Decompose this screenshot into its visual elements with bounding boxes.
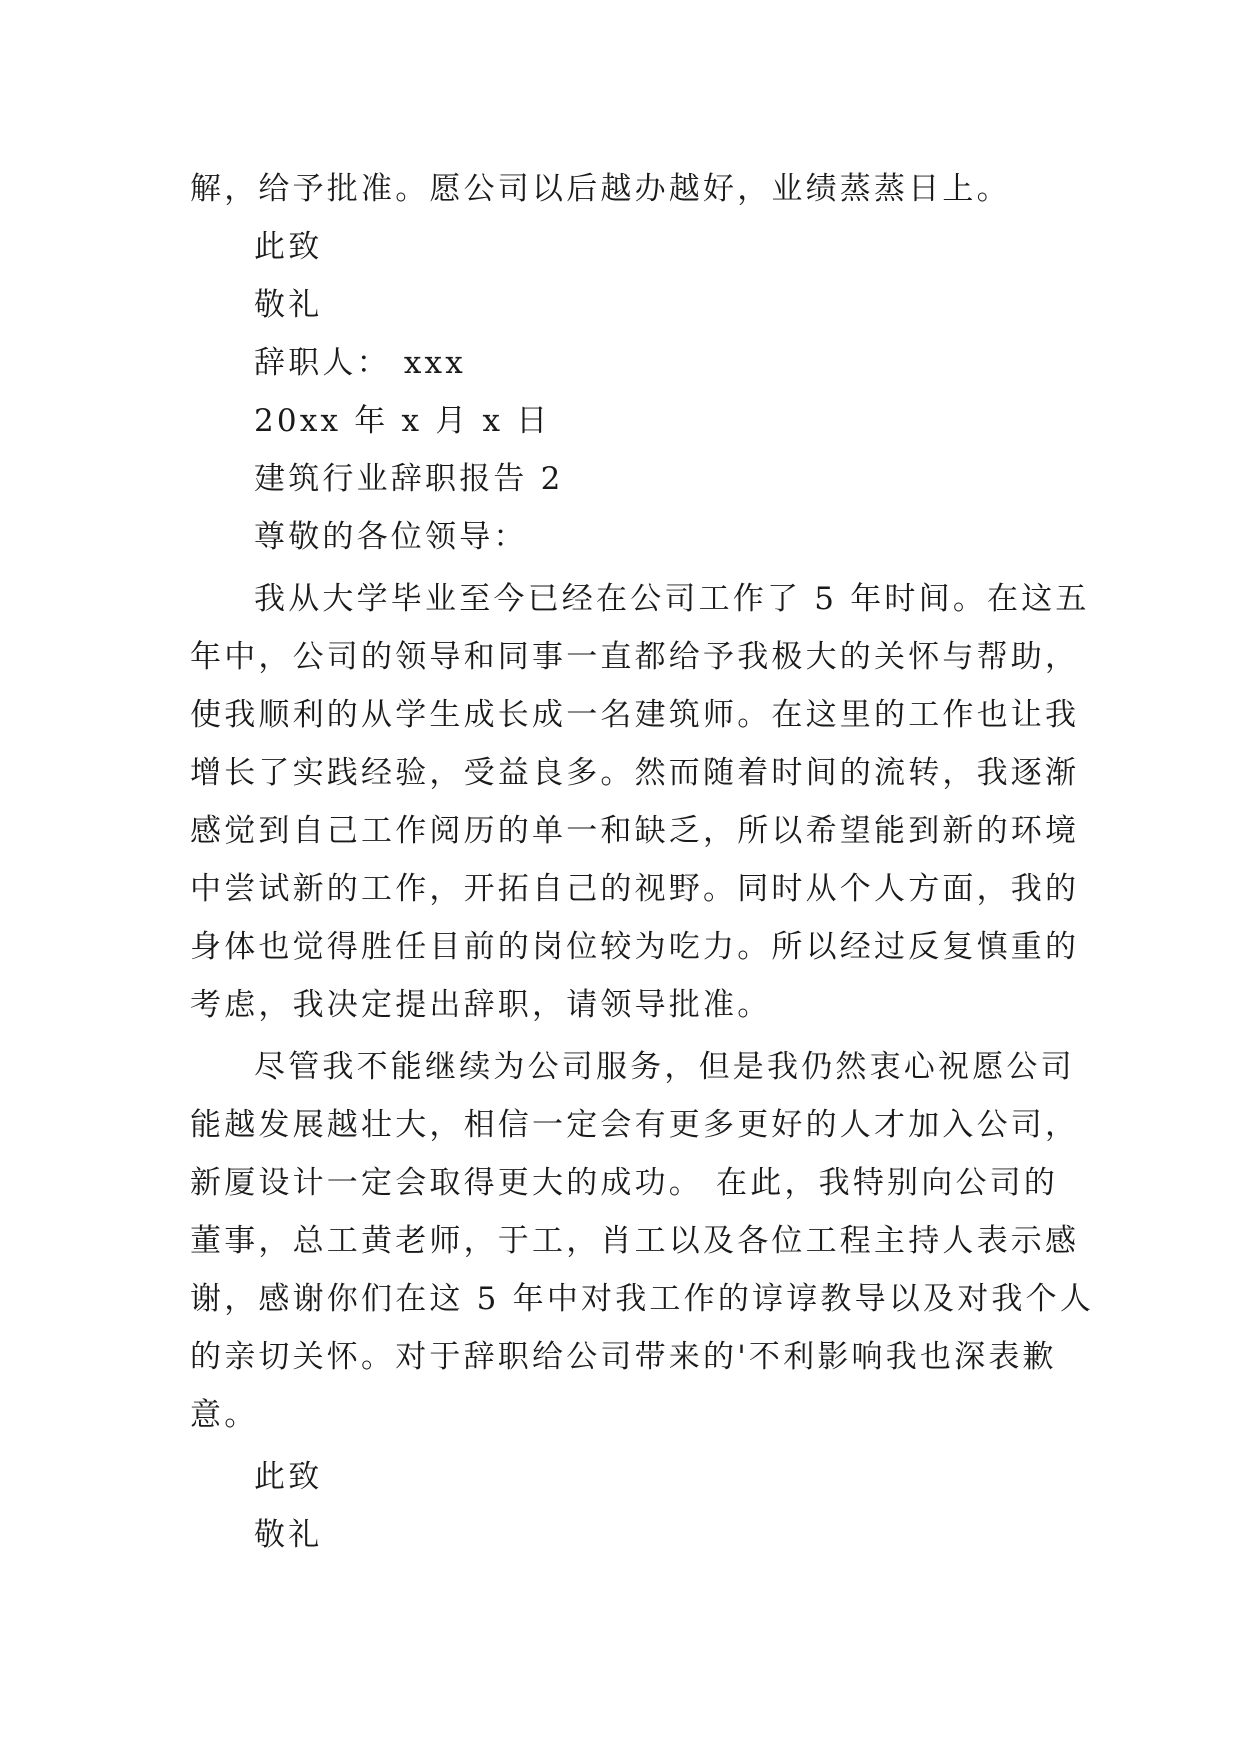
salutation-jingli: 敬礼 [254, 287, 323, 323]
paragraph-line: 增长了实践经验，受益良多。然而随着时间的流转，我逐渐 [190, 755, 1080, 791]
paragraph-line: 我从大学毕业至今已经在公司工作了 5 年时间。在这五 [254, 581, 1090, 617]
paragraph-line: 意。 [190, 1397, 259, 1433]
letter-greeting: 尊敬的各位领导： [254, 519, 528, 555]
closing-jingli: 敬礼 [254, 1517, 323, 1553]
paragraph-line: 的亲切关怀。对于辞职给公司带来的'不利影响我也深表歉 [190, 1339, 1057, 1375]
paragraph-line: 能越发展越壮大，相信一定会有更多更好的人才加入公司， [190, 1107, 1080, 1143]
paragraph-line: 尽管我不能继续为公司服务，但是我仍然衷心祝愿公司 [254, 1049, 1075, 1085]
paragraph-2 [190, 1038, 1095, 1444]
paragraph-line: 董事，总工黄老师，于工，肖工以及各位工程主持人表示感 [190, 1223, 1080, 1259]
signature-date: 20xx 年 x 月 x 日 [254, 403, 551, 439]
document-body [190, 160, 1095, 1564]
paragraph-line: 考虑，我决定提出辞职，请领导批准。 [190, 987, 772, 1023]
text-line-continuation: 解，给予批准。愿公司以后越办越好，业绩蒸蒸日上。 [190, 171, 1011, 207]
paragraph-line: 身体也觉得胜任目前的岗位较为吃力。所以经过反复慎重的 [190, 929, 1080, 965]
salutation-cizhi: 此致 [254, 229, 323, 265]
paragraph-line: 感觉到自己工作阅历的单一和缺乏，所以希望能到新的环境 [190, 813, 1080, 849]
paragraph-line: 使我顺利的从学生成长成一名建筑师。在这里的工作也让我 [190, 697, 1080, 733]
signature-resigner: 辞职人： xxx [254, 345, 466, 381]
paragraph-line: 年中，公司的领导和同事一直都给予我极大的关怀与帮助， [190, 639, 1080, 675]
closing-cizhi: 此致 [254, 1459, 323, 1495]
paragraph-1 [190, 570, 1090, 1034]
section-title: 建筑行业辞职报告 2 [254, 461, 564, 497]
paragraph-line: 新厦设计一定会取得更大的成功。 在此，我特别向公司的 [190, 1165, 1059, 1201]
paragraph-line: 中尝试新的工作，开拓自己的视野。同时从个人方面，我的 [190, 871, 1080, 907]
paragraph-line: 谢，感谢你们在这 5 年中对我工作的谆谆教导以及对我个人 [190, 1281, 1095, 1317]
